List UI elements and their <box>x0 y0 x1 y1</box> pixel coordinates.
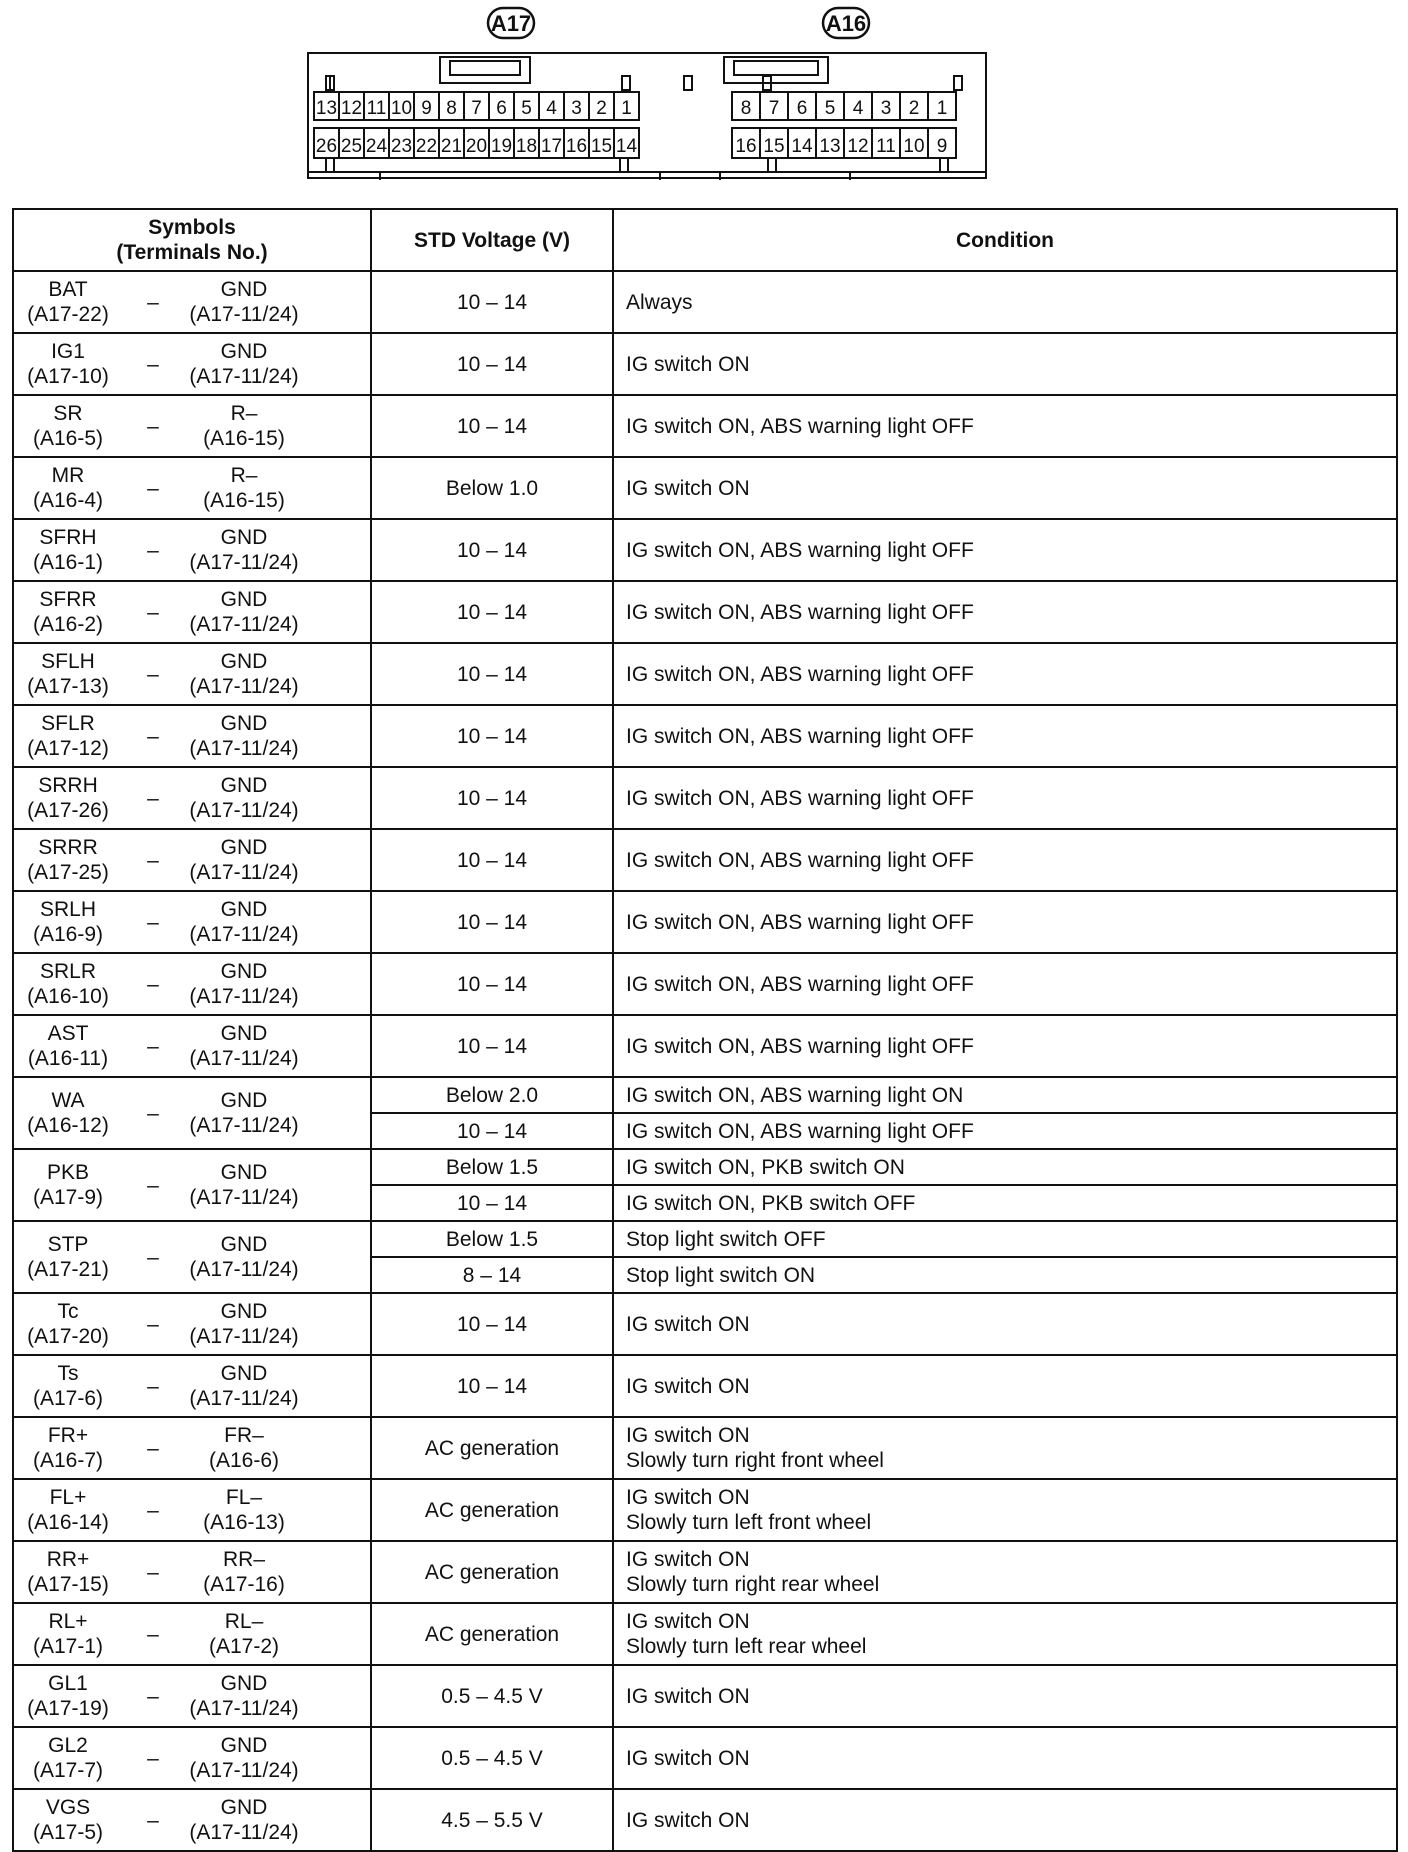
table-row <box>13 1479 1397 1541</box>
table-row <box>13 1789 1397 1851</box>
condition-cell: IG switch ON <box>613 1355 1397 1417</box>
table-row <box>13 1665 1397 1727</box>
condition-cell: IG switch ON, ABS warning light OFF <box>613 953 1397 1015</box>
dash: – <box>147 538 159 562</box>
table-row <box>13 705 1397 767</box>
terminal-b: (A17-11/24) <box>189 365 299 388</box>
a17-pin-label: 8 <box>446 98 457 119</box>
terminal-a: (A16-2) <box>32 613 104 636</box>
terminal-a: (A17-19) <box>27 1697 109 1720</box>
a17-bottom-pins <box>314 128 639 158</box>
symbol-b: GND <box>220 960 268 983</box>
a16-pin-label: 3 <box>880 98 892 119</box>
a17-pin-label: 15 <box>590 136 613 157</box>
a16-pin-label: 14 <box>791 136 813 157</box>
dash: – <box>147 786 159 810</box>
terminal-a: (A16-7) <box>32 1449 104 1472</box>
voltage-cell: 10 – 14 <box>371 891 613 953</box>
terminal-b: (A16-6) <box>208 1449 280 1472</box>
symbol-cell <box>13 1293 371 1355</box>
condition-line: IG switch ON <box>626 1486 750 1509</box>
dash: – <box>147 910 159 934</box>
a16-pin-label: 7 <box>768 98 780 119</box>
symbol-cell <box>13 705 371 767</box>
condition-line: Slowly turn left front wheel <box>626 1511 872 1534</box>
table-row <box>13 953 1397 1015</box>
symbol-b: GND <box>220 1089 268 1112</box>
a16-pin-label: 15 <box>763 136 785 157</box>
voltage-cell: Below 2.0 <box>371 1077 613 1113</box>
symbol-a: FL+ <box>49 1486 87 1509</box>
voltage-cell: Below 1.5 <box>371 1221 613 1257</box>
symbol-a: SFRH <box>39 526 97 549</box>
terminal-b: (A17-11/24) <box>189 1114 299 1137</box>
table-row <box>13 643 1397 705</box>
symbol-b: R– <box>230 402 258 425</box>
condition-cell: IG switch ON, ABS warning light OFF <box>613 705 1397 767</box>
symbol-b: GND <box>220 526 268 549</box>
terminal-b: (A17-11/24) <box>189 1325 299 1348</box>
symbol-cell <box>13 643 371 705</box>
symbol-cell <box>13 1479 371 1541</box>
condition-cell <box>613 1541 1397 1603</box>
symbol-b: GND <box>220 278 268 301</box>
symbol-a: PKB <box>46 1161 90 1184</box>
condition-cell: IG switch ON, ABS warning light OFF <box>613 767 1397 829</box>
symbol-b: FR– <box>224 1424 264 1447</box>
voltage-cell: 10 – 14 <box>371 519 613 581</box>
header-symbols <box>13 209 371 271</box>
condition-cell: Stop light switch OFF <box>613 1221 1397 1257</box>
symbol-cell <box>13 891 371 953</box>
terminal-b: (A16-15) <box>203 427 285 450</box>
voltage-cell: 10 – 14 <box>371 333 613 395</box>
table-row <box>13 395 1397 457</box>
condition-line: Slowly turn right front wheel <box>626 1449 884 1472</box>
a17-pin-label: 24 <box>365 136 388 157</box>
dash: – <box>147 1560 159 1584</box>
symbol-a: SRLH <box>39 898 97 921</box>
a17-pin-label: 9 <box>421 98 432 119</box>
terminal-b: (A17-11/24) <box>189 861 299 884</box>
a16-pin-label: 13 <box>819 136 841 157</box>
condition-cell: IG switch ON, ABS warning light OFF <box>613 1015 1397 1077</box>
condition-cell: IG switch ON, ABS warning light ON <box>613 1077 1397 1113</box>
dash: – <box>147 600 159 624</box>
a16-pin-label: 1 <box>936 98 948 119</box>
terminal-a: (A16-14) <box>27 1511 109 1534</box>
symbol-b: GND <box>220 836 268 859</box>
symbol-a: SRLR <box>39 960 97 983</box>
symbol-a: VGS <box>45 1796 91 1819</box>
voltage-cell: 10 – 14 <box>371 767 613 829</box>
a16-top-pins <box>732 92 956 120</box>
a17-pin-label: 14 <box>615 136 638 157</box>
symbol-b: GND <box>220 588 268 611</box>
symbol-cell <box>13 1541 371 1603</box>
header-condition: Condition <box>613 209 1397 271</box>
terminal-b: (A17-11/24) <box>189 1258 299 1281</box>
table-row <box>13 1149 1397 1185</box>
a16-pin-label: 12 <box>847 136 869 157</box>
voltage-cell: 10 – 14 <box>371 1293 613 1355</box>
symbol-a: RL+ <box>48 1610 88 1633</box>
symbol-cell <box>13 1665 371 1727</box>
dash: – <box>147 1498 159 1522</box>
a17-pin-label: 2 <box>596 98 607 119</box>
a17-pin-label: 26 <box>315 136 338 157</box>
condition-line: IG switch ON <box>626 1610 750 1633</box>
condition-cell: IG switch ON, PKB switch OFF <box>613 1185 1397 1221</box>
a17-pin-label: 16 <box>565 136 588 157</box>
dash: – <box>147 1684 159 1708</box>
symbol-a: SR <box>53 402 83 425</box>
terminal-a: (A17-7) <box>32 1759 104 1782</box>
a16-pin-label: 6 <box>796 98 808 119</box>
condition-cell <box>613 1417 1397 1479</box>
terminal-b: (A16-15) <box>203 489 285 512</box>
voltage-cell: AC generation <box>371 1603 613 1665</box>
symbol-a: FR+ <box>47 1424 89 1447</box>
table-row <box>13 1727 1397 1789</box>
table-row <box>13 829 1397 891</box>
symbol-a: SRRR <box>38 836 98 859</box>
condition-cell: IG switch ON <box>613 1789 1397 1851</box>
terminal-a: (A17-1) <box>32 1635 104 1658</box>
condition-cell: IG switch ON <box>613 1727 1397 1789</box>
a17-pin-label: 1 <box>621 98 632 119</box>
symbol-b: GND <box>220 1161 268 1184</box>
terminal-b: (A17-11/24) <box>189 551 299 574</box>
terminal-a: (A16-10) <box>27 985 109 1008</box>
terminal-b: (A17-11/24) <box>189 1697 299 1720</box>
table-row <box>13 1077 1397 1113</box>
symbol-a: AST <box>47 1022 89 1045</box>
terminal-a: (A16-12) <box>27 1114 109 1137</box>
terminal-b: (A17-16) <box>203 1573 285 1596</box>
table-row <box>13 1603 1397 1665</box>
voltage-cell: 0.5 – 4.5 V <box>371 1727 613 1789</box>
voltage-cell: 10 – 14 <box>371 1113 613 1149</box>
symbol-a: SRRH <box>38 774 98 797</box>
dash: – <box>147 414 159 438</box>
dash: – <box>147 1808 159 1832</box>
terminal-b: (A17-11/24) <box>189 1387 299 1410</box>
condition-cell: IG switch ON <box>613 333 1397 395</box>
voltage-cell: 10 – 14 <box>371 829 613 891</box>
a17-pin-label: 6 <box>496 98 507 119</box>
terminal-a: (A16-11) <box>27 1047 109 1070</box>
terminal-b: (A17-11/24) <box>189 675 299 698</box>
a17-pin-label: 5 <box>521 98 532 119</box>
header-symbols-label: Symbols <box>148 216 236 239</box>
symbol-a: SFLH <box>41 650 95 673</box>
voltage-cell: 8 – 14 <box>371 1257 613 1293</box>
terminal-b: (A17-11/24) <box>189 1047 299 1070</box>
symbol-a: Tc <box>57 1300 79 1323</box>
table-row <box>13 1355 1397 1417</box>
table-row <box>13 1221 1397 1257</box>
symbol-cell <box>13 395 371 457</box>
voltage-cell: Below 1.0 <box>371 457 613 519</box>
symbol-cell <box>13 1355 371 1417</box>
symbol-b: GND <box>220 774 268 797</box>
symbol-b: GND <box>220 712 268 735</box>
header-voltage: STD Voltage (V) <box>371 209 613 271</box>
symbol-a: IG1 <box>51 340 85 363</box>
table-row <box>13 457 1397 519</box>
a17-pin-label: 3 <box>571 98 582 119</box>
table-row <box>13 1293 1397 1355</box>
table-header-row <box>13 209 1397 271</box>
condition-cell <box>613 1603 1397 1665</box>
dash: – <box>147 662 159 686</box>
condition-line: Slowly turn left rear wheel <box>626 1635 867 1658</box>
symbol-b: RL– <box>224 1610 264 1633</box>
voltage-cell: 10 – 14 <box>371 581 613 643</box>
dash: – <box>147 476 159 500</box>
voltage-cell: 10 – 14 <box>371 643 613 705</box>
symbol-b: GND <box>220 1796 268 1819</box>
terminal-a: (A17-10) <box>27 365 109 388</box>
terminal-b: (A17-11/24) <box>189 985 299 1008</box>
terminal-b: (A17-11/24) <box>189 303 299 326</box>
dash: – <box>147 290 159 314</box>
a17-pin-label: 19 <box>490 136 513 157</box>
condition-cell: IG switch ON, ABS warning light OFF <box>613 643 1397 705</box>
terminal-b: (A17-11/24) <box>189 613 299 636</box>
header-terminals-label: (Terminals No.) <box>116 241 268 264</box>
a17-pin-label: 12 <box>340 98 363 119</box>
symbol-a: WA <box>51 1089 85 1112</box>
condition-cell: IG switch ON, ABS warning light OFF <box>613 829 1397 891</box>
a17-pin-label: 22 <box>415 136 438 157</box>
symbol-b: GND <box>220 1362 268 1385</box>
table-row <box>13 333 1397 395</box>
dash: – <box>147 1436 159 1460</box>
terminal-b: (A17-2) <box>208 1635 280 1658</box>
voltage-cell: AC generation <box>371 1541 613 1603</box>
terminal-b: (A17-11/24) <box>189 923 299 946</box>
table-row <box>13 271 1397 333</box>
symbol-cell <box>13 581 371 643</box>
terminal-b: (A17-11/24) <box>189 1821 299 1844</box>
terminal-b: (A17-11/24) <box>189 1759 299 1782</box>
condition-cell: IG switch ON, ABS warning light OFF <box>613 1113 1397 1149</box>
terminal-a: (A17-26) <box>27 799 109 822</box>
symbol-b: GND <box>220 1233 268 1256</box>
table-row <box>13 1015 1397 1077</box>
symbol-b: RR– <box>222 1548 265 1571</box>
condition-cell: IG switch ON <box>613 1293 1397 1355</box>
dash: – <box>147 1622 159 1646</box>
table-body <box>13 271 1397 1851</box>
voltage-cell: Below 1.5 <box>371 1149 613 1185</box>
a17-pin-label: 10 <box>390 98 413 119</box>
symbol-b: R– <box>230 464 258 487</box>
dash: – <box>147 1245 159 1269</box>
symbol-b: FL– <box>225 1486 263 1509</box>
terminal-b: (A17-11/24) <box>189 737 299 760</box>
voltage-cell: 10 – 14 <box>371 1355 613 1417</box>
dash: – <box>147 1312 159 1336</box>
symbol-cell <box>13 829 371 891</box>
symbol-cell <box>13 1727 371 1789</box>
terminal-b: (A17-11/24) <box>189 1186 299 1209</box>
a16-pin-label: 10 <box>903 136 925 157</box>
voltage-cell: 10 – 14 <box>371 953 613 1015</box>
dash: – <box>147 724 159 748</box>
table-row <box>13 891 1397 953</box>
symbol-cell <box>13 1149 371 1221</box>
a16-pin-label: 5 <box>824 98 836 119</box>
symbol-cell <box>13 1077 371 1149</box>
symbol-b: GND <box>220 1022 268 1045</box>
condition-cell: IG switch ON, ABS warning light OFF <box>613 581 1397 643</box>
condition-cell: IG switch ON <box>613 1665 1397 1727</box>
voltage-cell: 4.5 – 5.5 V <box>371 1789 613 1851</box>
svg-text:A17: A17 <box>490 11 532 36</box>
a17-pin-label: 4 <box>546 98 557 119</box>
terminal-a: (A17-15) <box>27 1573 109 1596</box>
condition-cell: IG switch ON, PKB switch ON <box>613 1149 1397 1185</box>
a16-pin-label: 2 <box>908 98 920 119</box>
a17-label <box>488 8 534 38</box>
a17-pin-label: 21 <box>440 136 463 157</box>
a16-label <box>823 8 869 38</box>
symbol-cell <box>13 457 371 519</box>
a17-pin-label: 17 <box>540 136 563 157</box>
symbol-cell <box>13 767 371 829</box>
symbol-a: GL2 <box>48 1734 88 1757</box>
a17-pin-label: 13 <box>315 98 338 119</box>
table-row <box>13 519 1397 581</box>
voltage-cell: 10 – 14 <box>371 395 613 457</box>
symbol-cell <box>13 519 371 581</box>
dash: – <box>147 1034 159 1058</box>
terminal-a: (A17-6) <box>32 1387 104 1410</box>
svg-text:A16: A16 <box>825 11 867 36</box>
symbol-cell <box>13 1417 371 1479</box>
symbol-a: Ts <box>57 1362 79 1385</box>
terminal-a: (A16-1) <box>32 551 104 574</box>
symbol-b: GND <box>220 1300 268 1323</box>
voltage-table <box>12 208 1398 1852</box>
a16-pin-label: 11 <box>876 136 896 157</box>
symbol-cell <box>13 333 371 395</box>
symbol-a: SFRR <box>39 588 97 611</box>
voltage-cell: 10 – 14 <box>371 705 613 767</box>
dash: – <box>147 1173 159 1197</box>
condition-cell: IG switch ON, ABS warning light OFF <box>613 519 1397 581</box>
voltage-cell: 0.5 – 4.5 V <box>371 1665 613 1727</box>
symbol-cell <box>13 271 371 333</box>
symbol-b: GND <box>220 898 268 921</box>
table-row <box>13 1417 1397 1479</box>
a16-pin-label: 8 <box>740 98 752 119</box>
terminal-a: (A17-20) <box>27 1325 109 1348</box>
symbol-cell <box>13 1789 371 1851</box>
condition-cell: IG switch ON <box>613 457 1397 519</box>
a17-pin-label: 7 <box>471 98 482 119</box>
terminal-a: (A16-5) <box>32 427 104 450</box>
condition-cell: IG switch ON, ABS warning light OFF <box>613 395 1397 457</box>
a16-pin-label: 9 <box>936 136 948 157</box>
voltage-cell: AC generation <box>371 1417 613 1479</box>
a17-pin-label: 23 <box>390 136 413 157</box>
symbol-a: RR+ <box>46 1548 90 1571</box>
condition-line: IG switch ON <box>626 1424 750 1447</box>
table-row <box>13 1541 1397 1603</box>
a17-pin-label: 11 <box>366 98 387 119</box>
symbol-b: GND <box>220 650 268 673</box>
a16-pin-label: 4 <box>852 98 864 119</box>
terminal-a: (A17-22) <box>27 303 109 326</box>
terminal-a: (A17-12) <box>27 737 109 760</box>
dash: – <box>147 972 159 996</box>
symbol-cell <box>13 953 371 1015</box>
a17-pin-label: 18 <box>515 136 538 157</box>
symbol-a: GL1 <box>48 1672 88 1695</box>
a17-top-pins <box>314 92 639 120</box>
symbol-cell <box>13 1015 371 1077</box>
terminal-a: (A17-5) <box>32 1821 104 1844</box>
symbol-a: SFLR <box>41 712 95 735</box>
terminal-a: (A17-13) <box>27 675 109 698</box>
symbol-b: GND <box>220 1672 268 1695</box>
terminal-a: (A17-9) <box>32 1186 104 1209</box>
a17-pin-label: 20 <box>465 136 488 157</box>
terminal-a: (A16-4) <box>32 489 104 512</box>
symbol-a: STP <box>47 1233 89 1256</box>
a16-pin-label: 16 <box>735 136 757 157</box>
table-row <box>13 767 1397 829</box>
connector-diagram <box>300 0 1000 196</box>
terminal-b: (A16-13) <box>203 1511 285 1534</box>
condition-cell: IG switch ON, ABS warning light OFF <box>613 891 1397 953</box>
voltage-cell: AC generation <box>371 1479 613 1541</box>
a17-pin-label: 25 <box>340 136 363 157</box>
condition-cell: Always <box>613 271 1397 333</box>
condition-line: Slowly turn right rear wheel <box>626 1573 880 1596</box>
symbol-b: GND <box>220 1734 268 1757</box>
condition-cell <box>613 1479 1397 1541</box>
symbol-a: BAT <box>48 278 88 301</box>
a16-bottom-pins <box>732 128 956 158</box>
voltage-cell: 10 – 14 <box>371 1015 613 1077</box>
dash: – <box>147 1746 159 1770</box>
condition-cell: Stop light switch ON <box>613 1257 1397 1293</box>
table-row <box>13 581 1397 643</box>
symbol-a: MR <box>51 464 85 487</box>
dash: – <box>147 352 159 376</box>
dash: – <box>147 1374 159 1398</box>
symbol-b: GND <box>220 340 268 363</box>
terminal-a: (A17-21) <box>27 1258 109 1281</box>
symbol-cell <box>13 1603 371 1665</box>
symbol-cell <box>13 1221 371 1293</box>
voltage-cell: 10 – 14 <box>371 271 613 333</box>
terminal-a: (A16-9) <box>32 923 104 946</box>
connector-diagram-svg <box>300 0 1000 196</box>
dash: – <box>147 1101 159 1125</box>
terminal-b: (A17-11/24) <box>189 799 299 822</box>
terminal-a: (A17-25) <box>27 861 109 884</box>
voltage-cell: 10 – 14 <box>371 1185 613 1221</box>
condition-line: IG switch ON <box>626 1548 750 1571</box>
dash: – <box>147 848 159 872</box>
